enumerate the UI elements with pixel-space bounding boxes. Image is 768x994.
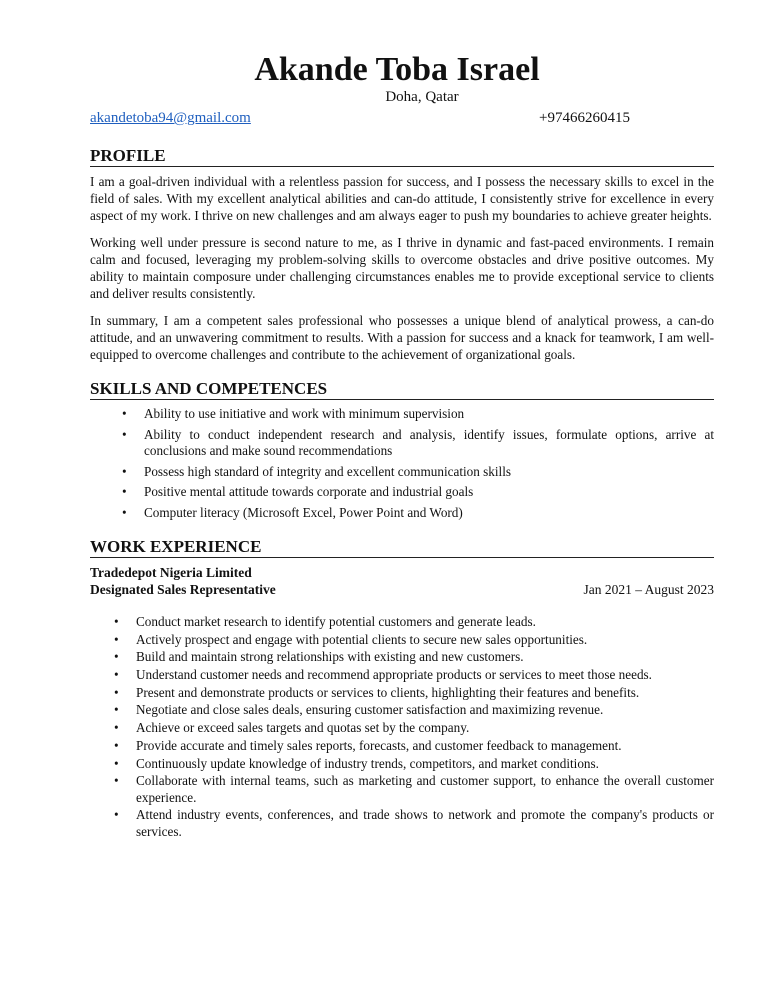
profile-paragraph: I am a goal-driven individual with a relentless passion for success, and I possess the necessary skills to excel in the field of sales. With my excellent analytical abilities and can-do attitude, I consistently strive for excellence in every aspect of my work. I thrive on new challenges and am always eager to push my boundaries to achieve greater heights. (90, 174, 714, 223)
duty-item: • Provide accurate and timely sales reports, forecasts, and customer feedback to management. (136, 738, 714, 755)
job-header (90, 564, 714, 598)
skill-item: • Ability to use initiative and work with minimum supervision (144, 406, 714, 423)
company-name: Tradedepot Nigeria Limited (90, 565, 252, 580)
duty-item: • Understand customer needs and recommend appropriate products or services to meet those needs. (136, 667, 714, 684)
work-heading: WORK EXPERIENCE (90, 537, 714, 558)
skills-list (90, 406, 714, 521)
duties-list (90, 614, 714, 840)
skill-item: • Computer literacy (Microsoft Excel, Power Point and Word) (144, 505, 714, 522)
skill-item: • Ability to conduct independent research and analysis, identify issues, formulate options, arrive at conclusions and make sound recommendations (144, 427, 714, 460)
duty-item: • Continuously update knowledge of industry trends, competitors, and market conditions. (136, 756, 714, 773)
skills-heading: SKILLS AND COMPETENCES (90, 379, 714, 400)
duty-item: • Build and maintain strong relationships with existing and new customers. (136, 649, 714, 666)
job-title: Designated Sales Representative (90, 582, 276, 597)
duty-item: • Collaborate with internal teams, such as marketing and customer support, to enhance the overall customer experience. (136, 773, 714, 806)
duty-item: • Attend industry events, conferences, and trade shows to network and promote the company's products or services. (136, 807, 714, 840)
role-row (90, 581, 714, 598)
job-dates: Jan 2021 – August 2023 (583, 582, 714, 597)
contact-row (90, 108, 714, 128)
candidate-name: Akande Toba Israel (254, 51, 540, 88)
email-link[interactable]: akandetoba94@gmail.com (90, 110, 251, 126)
skills-section (90, 379, 714, 521)
profile-heading: PROFILE (90, 146, 714, 167)
duty-item: • Actively prospect and engage with potential clients to secure new sales opportunities. (136, 632, 714, 649)
profile-paragraph: Working well under pressure is second nature to me, as I thrive in dynamic and fast-paced environments. I remain calm and focused, leveraging my problem-solving skills to overcome obstacles and drive positive outcomes. My ability to maintain composure under challenging circumstances enables me to provide exceptional service to clients and deliver results consistently. (90, 235, 714, 301)
profile-paragraph: In summary, I am a competent sales professional who possesses a unique blend of analytical prowess, a can-do attitude, and an unwavering commitment to results. With a passion for success and a knack for teamwork, I am well-equipped to overcome challenges and contribute to the achievement of organizational goals. (90, 313, 714, 362)
candidate-location: Doha, Qatar (385, 89, 459, 105)
skill-item: • Possess high standard of integrity and excellent communication skills (144, 464, 714, 481)
work-section (90, 537, 714, 840)
profile-section (90, 146, 714, 363)
duty-item: • Negotiate and close sales deals, ensuring customer satisfaction and maximizing revenue. (136, 702, 714, 719)
duty-item: • Present and demonstrate products or services to clients, highlighting their features and benefits. (136, 685, 714, 702)
phone-number: +97466260415 (539, 110, 630, 126)
skill-item: • Positive mental attitude towards corporate and industrial goals (144, 484, 714, 501)
duty-item: • Achieve or exceed sales targets and quotas set by the company. (136, 720, 714, 737)
duty-item: • Conduct market research to identify potential customers and generate leads. (136, 614, 714, 631)
